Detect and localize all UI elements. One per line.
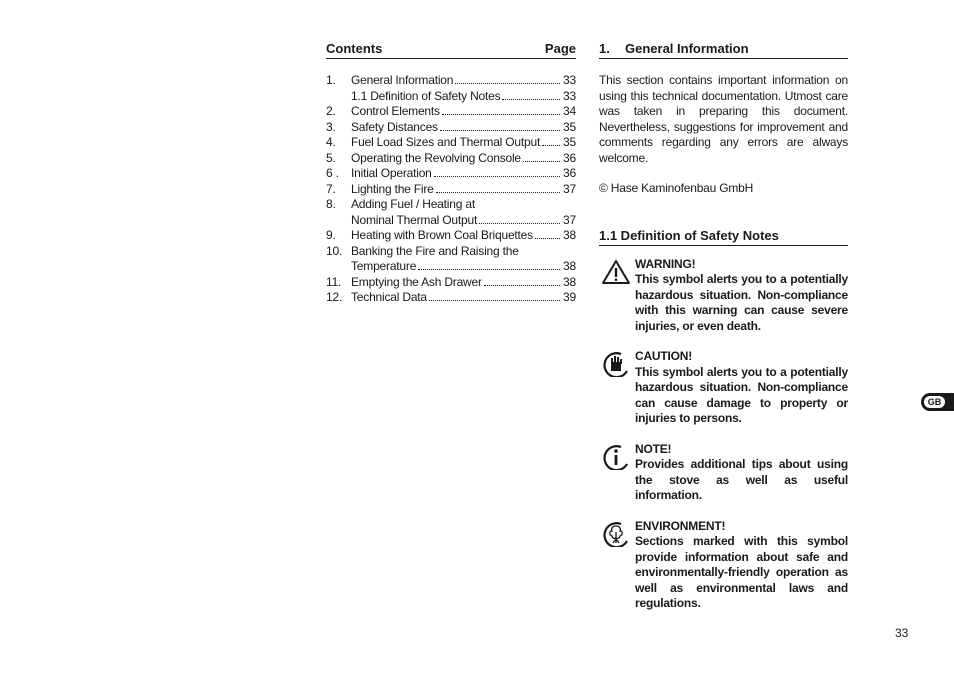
toc-entry-page: 33: [563, 88, 576, 103]
section-heading-safety-notes: [599, 227, 848, 246]
language-code: GB: [924, 396, 945, 408]
toc-entry-page: 38: [563, 259, 576, 273]
warning-title: WARNING!: [635, 256, 696, 271]
toc-entry: [326, 290, 576, 306]
toc-dot-leader: [434, 166, 560, 177]
toc-entry-page: 37: [563, 212, 576, 227]
toc-entry-text: Operating the Revolving Console: [351, 150, 521, 165]
toc-entry: [326, 182, 576, 198]
caution-text: This symbol alerts you to a potentially hazardous situation. Non-compliance can cause damage to property or injuries to persons.: [635, 364, 848, 425]
toc-entry: [326, 120, 576, 136]
table-of-contents: [326, 40, 576, 306]
toc-dot-leader: [479, 213, 560, 224]
toc-entry-number: 5.: [326, 150, 336, 165]
toc-entry: [326, 104, 576, 120]
toc-entry-number: 6 .: [326, 166, 339, 180]
toc-entry-text: Banking the Fire and Raising the: [351, 243, 519, 258]
toc-entry-number: 3.: [326, 119, 336, 134]
toc-entry-number: 10.: [326, 243, 343, 258]
toc-entry-page: 34: [563, 104, 576, 118]
toc-dot-leader: [455, 73, 560, 84]
environment-tree-icon: [601, 521, 631, 547]
toc-entry: [326, 151, 576, 167]
toc-entry-number: 1.: [326, 73, 336, 87]
toc-entry: [326, 213, 576, 229]
toc-entry-number: 12.: [326, 290, 343, 304]
toc-entry-number: 2.: [326, 104, 336, 118]
general-paragraph: This section contains important information on using this technical documentation. Utmost care was taken in preparing this document. Nevertheless, suggestions for improvement and comments regarding any errors are always welcome.: [599, 73, 848, 165]
toc-entry-page: 33: [563, 73, 576, 87]
toc-entry-page: 38: [563, 274, 576, 289]
note-text: Provides additional tips about using the stove as well as useful information.: [635, 457, 848, 502]
environment-text: Sections marked with this symbol provide information about safe and environmentally-friendly operation as well as environmental laws and regulations.: [635, 534, 848, 610]
toc-entry-page: 37: [563, 181, 576, 196]
toc-entry: [326, 89, 576, 105]
contents-title: Contents: [326, 41, 383, 56]
warning-text: This symbol alerts you to a potentially hazardous situation. Non-compliance with this warning can cause severe injuries, or even death.: [635, 272, 848, 333]
toc-entry-text: Lighting the Fire: [351, 181, 434, 196]
toc-entry: [326, 244, 576, 260]
caution-hand-icon: [601, 351, 631, 377]
toc-dot-leader: [436, 182, 560, 193]
toc-entry: [326, 275, 576, 291]
toc-entry-number: 11.: [326, 274, 342, 289]
section-heading-general: [599, 40, 848, 59]
contents-header: [326, 40, 576, 59]
section-title: General Information: [625, 41, 749, 56]
toc-entry-text: Heating with Brown Coal Briquettes: [351, 228, 533, 242]
general-information-section: [599, 40, 848, 612]
toc-dot-leader: [484, 275, 560, 286]
environment-title: ENVIRONMENT!: [635, 518, 726, 533]
toc-entry-page: 35: [563, 135, 576, 149]
toc-entry-page: 35: [563, 119, 576, 134]
toc-dot-leader: [523, 151, 560, 162]
toc-entry: [326, 73, 576, 89]
toc-entry-page: 38: [563, 228, 576, 242]
note-note: [599, 442, 848, 504]
toc-entry-text: Temperature: [351, 259, 417, 273]
toc-entry-text: Nominal Thermal Output: [351, 212, 478, 227]
toc-entry-text: Emptying the Ash Drawer: [351, 274, 482, 289]
toc-entry: [326, 228, 576, 244]
contents-page-label: Page: [544, 41, 576, 56]
toc-dot-leader: [429, 290, 560, 301]
caution-title: CAUTION!: [635, 349, 693, 363]
environment-note: [599, 519, 848, 612]
toc-entry-text: General Information: [351, 73, 454, 87]
toc-entry-number: 8.: [326, 197, 336, 211]
contents-list: [326, 73, 576, 306]
language-tab: [921, 393, 954, 411]
caution-note: [599, 349, 848, 427]
toc-entry-text: Initial Operation: [351, 166, 432, 180]
toc-entry-number: 9.: [326, 228, 336, 242]
toc-entry-page: 36: [563, 166, 576, 180]
toc-dot-leader: [442, 104, 560, 115]
toc-entry-number: 4.: [326, 135, 336, 149]
toc-entry: [326, 259, 576, 275]
toc-dot-leader: [542, 135, 560, 146]
copyright-line: © Hase Kaminofenbau GmbH: [599, 181, 754, 195]
toc-dot-leader: [440, 120, 560, 131]
toc-entry: [326, 135, 576, 151]
section-title: 1.1 Definition of Safety Notes: [599, 227, 779, 243]
toc-entry-text: Fuel Load Sizes and Thermal Output: [351, 135, 541, 149]
toc-entry-text: Control Elements: [351, 104, 440, 118]
toc-entry-page: 39: [563, 290, 576, 304]
toc-dot-leader: [502, 89, 560, 100]
toc-entry-text: Safety Distances: [351, 119, 438, 134]
toc-entry-text: Technical Data: [351, 290, 427, 304]
info-icon: [601, 444, 631, 470]
warning-triangle-icon: [601, 259, 631, 285]
page-number: 33: [895, 626, 909, 640]
toc-dot-leader: [418, 259, 560, 270]
toc-entry-number: 7.: [326, 181, 336, 196]
warning-note: [599, 257, 848, 335]
toc-entry: [326, 197, 576, 213]
section-number: 1.: [599, 41, 610, 56]
toc-entry-text: 1.1 Definition of Safety Notes: [351, 88, 501, 103]
toc-dot-leader: [535, 228, 560, 239]
toc-entry-page: 36: [563, 150, 576, 165]
note-title: NOTE!: [635, 441, 672, 456]
toc-entry: [326, 166, 576, 182]
toc-entry-text: Adding Fuel / Heating at: [351, 197, 475, 211]
